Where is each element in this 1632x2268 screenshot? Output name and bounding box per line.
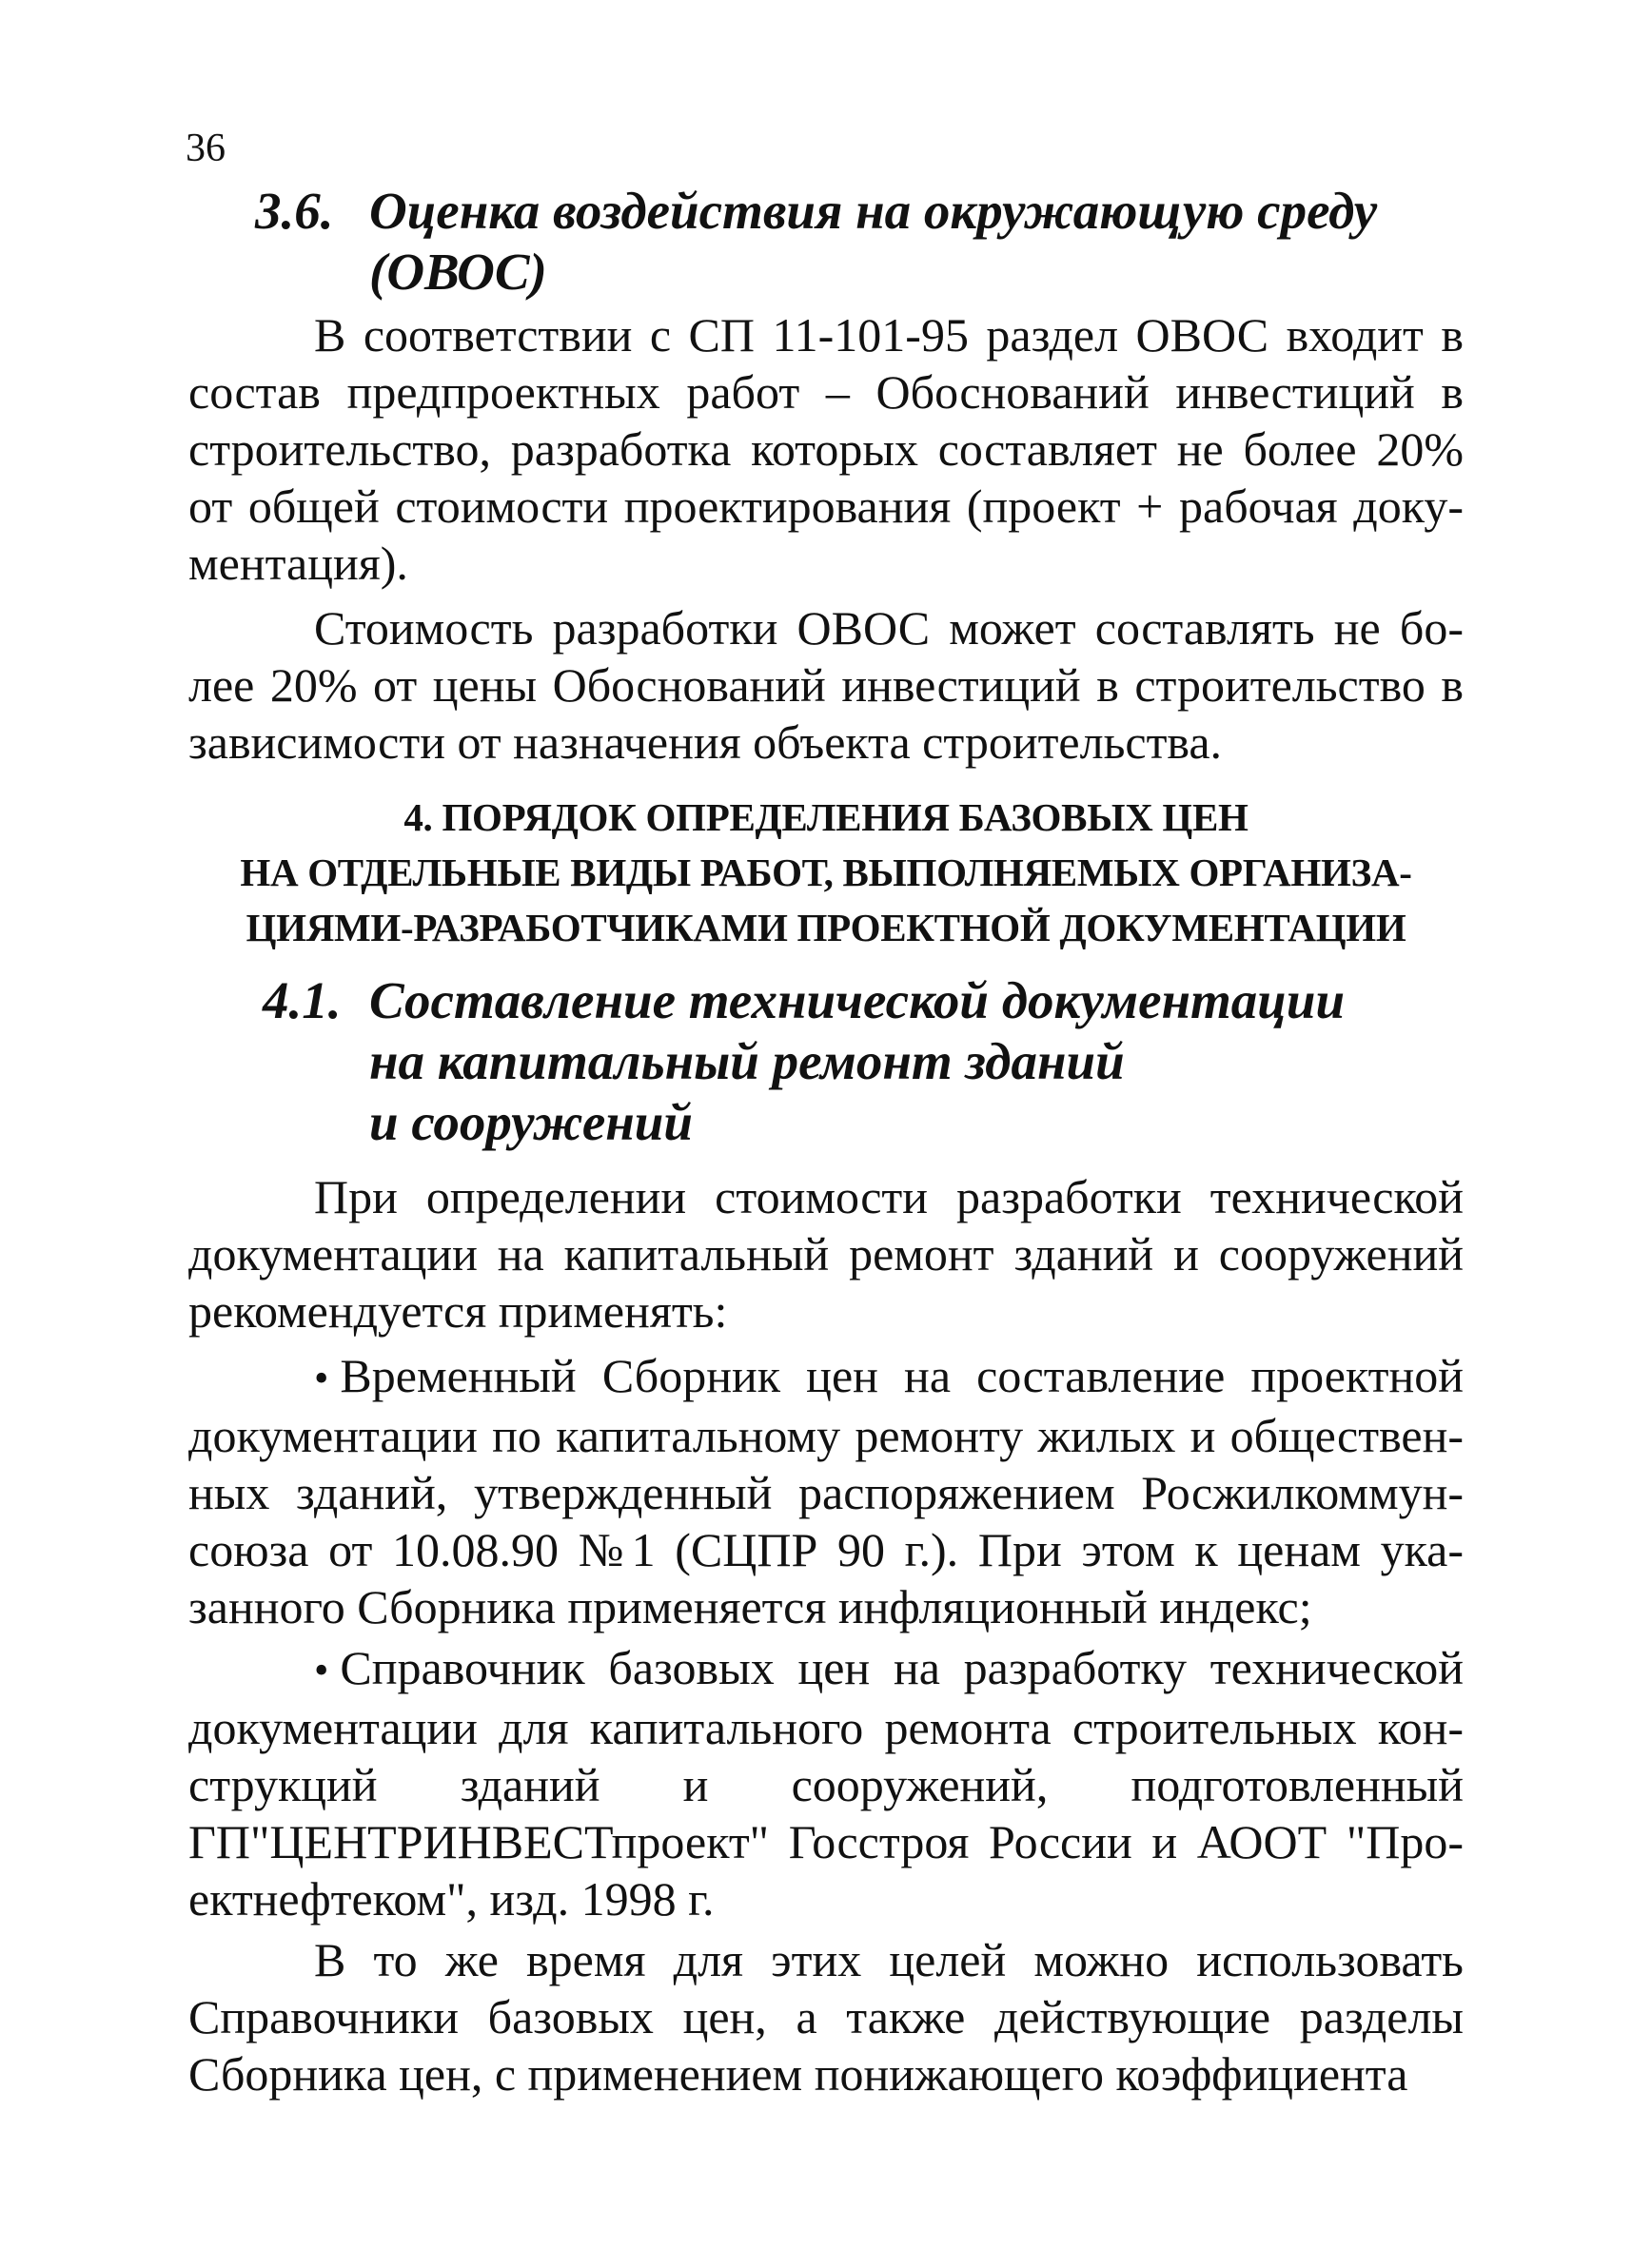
section-4-1-title-line: на капитальный ремонт зданий	[369, 1032, 1125, 1090]
section-3-6-title-line: Оценка воздействия на окружающую среду	[369, 182, 1378, 240]
bullet-item	[188, 1347, 1464, 1635]
bullet-icon: •	[314, 1647, 329, 1693]
section-3-6-title-line: (ОВОС)	[369, 243, 547, 301]
section-3-6-title	[369, 181, 1377, 303]
bullet-text: Временный Сборник цен на составление проектной документации по капитальному ремонту жилых и общественных зданий, утвержденный распоряжением Росжилкоммунсоюза от 10.08.90 №1 (СЦПР 90 г.). При этом к ценам указанного Сборника применяется инфляционный индекс;	[188, 1349, 1464, 1633]
bullet-item	[188, 1639, 1464, 1927]
section-4-1-heading	[263, 970, 1464, 1161]
paragraph: В соответствии с СП 11-101-95 раздел ОВОС входит в состав предпроектных работ – Обоснований инвестиций в строительство, разработка которых составляет не более 20% от общей стоимости проектирования (проект + рабочая документация).	[188, 308, 1464, 590]
section-3-6-heading	[255, 181, 1464, 304]
bullet-text: Справочник базовых цен на разработку технической документации для капитального ремонта строительных конструкций зданий и сооружений, подготовленный ГП"ЦЕНТРИНВЕСТпроект" Госстроя России и АООТ "Проектнефтеком", изд. 1998 г.	[188, 1641, 1464, 1926]
section-4-heading-line: 4. ПОРЯДОК ОПРЕДЕЛЕНИЯ БАЗОВЫХ ЦЕН	[403, 795, 1249, 839]
section-4-1-title-line: Составление технической документации	[369, 971, 1346, 1029]
section-4-1-title-line: и сооружений	[369, 1093, 693, 1151]
paragraph: В то же время для этих целей можно использовать Справочники базовых цен, а также действующие разделы Сборника цен, с применением понижающего коэффициента	[188, 1933, 1464, 2101]
paragraph: Стоимость разработки ОВОС может составлять не более 20% от цены Обоснований инвестиций в строительство в зависимости от назначения объекта строительства.	[188, 601, 1464, 769]
section-4-1-number: 4.1.	[263, 971, 342, 1029]
section-4-heading-line: ЦИЯМИ-РАЗРАБОТЧИКАМИ ПРОЕКТНОЙ ДОКУМЕНТАЦИИ	[246, 906, 1406, 949]
section-4-1-body	[188, 1168, 1464, 2110]
section-4-1-title	[369, 970, 1345, 1153]
section-3-6-body	[188, 306, 1464, 778]
section-4-heading-line: НА ОТДЕЛЬНЫЕ ВИДЫ РАБОТ, ВЫПОЛНЯЕМЫХ ОРГАНИЗА-	[240, 850, 1412, 894]
section-3-6-number: 3.6.	[255, 182, 334, 240]
paragraph: При определении стоимости разработки технической документации на капитальный ремонт зданий и сооружений рекомендуется применять:	[188, 1170, 1464, 1338]
page-number: 36	[186, 127, 226, 170]
section-4-heading	[188, 790, 1464, 955]
bullet-icon: •	[314, 1355, 329, 1401]
